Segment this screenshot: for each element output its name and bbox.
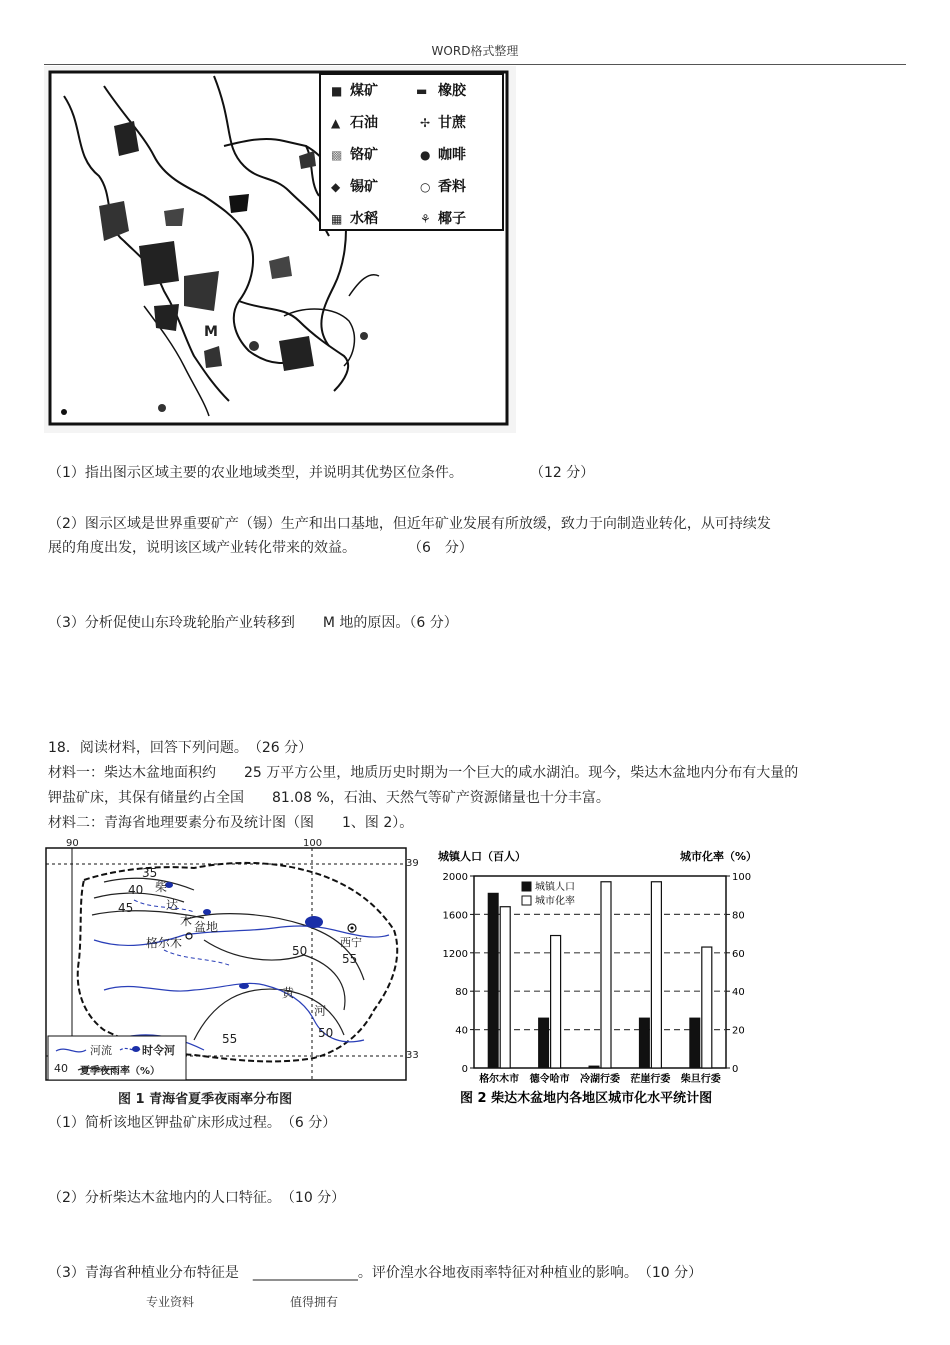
- isoline-label: 50: [318, 1026, 334, 1040]
- place-label: 木: [180, 914, 193, 928]
- legend-swatch-urbanization-rate: [522, 896, 531, 905]
- coffee-icon: ●: [420, 148, 431, 162]
- isoline-label: 55: [222, 1032, 238, 1046]
- legend-label: 椰子: [438, 211, 466, 227]
- y-tick-label-right: 60: [732, 948, 745, 960]
- legend-label: 水稻: [350, 211, 378, 227]
- place-label: 格尔木: [146, 936, 183, 950]
- q17-2-line2: 展的角度出发，说明该区域产业转化带来的效益。: [48, 540, 356, 556]
- tin-icon: ◆: [331, 180, 341, 194]
- place-label: 西宁: [340, 936, 362, 949]
- place-label: 柴: [155, 880, 168, 894]
- legend-label: 香料: [438, 179, 466, 195]
- q18-2-text: （2）分析柴达木盆地内的人口特征。 （10 分）: [48, 1190, 346, 1206]
- x-tick-label: 德令哈市: [529, 1074, 570, 1085]
- q17-1-text: （1）指出图示区域主要的农业地域类型，并说明其优势区位条件。: [48, 465, 463, 481]
- southeast-asia-map: [44, 66, 516, 433]
- rubber-icon: ▬: [416, 84, 428, 98]
- coconut-icon: ⚘: [420, 212, 431, 226]
- isoline-label: 35: [142, 866, 158, 880]
- sugarcane-icon: ✢: [420, 116, 431, 130]
- spice-icon: ○: [420, 180, 431, 194]
- q17-1-score: （12 分）: [530, 465, 595, 481]
- place-label: 河: [314, 1004, 327, 1018]
- y-tick-label-right: 100: [732, 872, 752, 883]
- legend-label: 锡矿: [350, 179, 378, 195]
- legend-isoline-label: 夏季夜雨率（%）: [80, 1066, 161, 1077]
- y-axis-right-title: 城市化率（%）: [680, 850, 758, 863]
- y-tick-label-left: 1200: [442, 948, 468, 960]
- urbanization-chart: [436, 840, 762, 1108]
- y-tick-label-right: 20: [732, 1025, 745, 1037]
- q18-title: 18．阅读材料，回答下列问题。 （26 分）: [48, 740, 313, 756]
- legend-swatch-urban-population: [522, 882, 531, 891]
- y-tick-label-left: 0: [461, 1064, 468, 1075]
- chart-title: 图 2 柴达木盆地内各地区城市化水平统计图: [460, 1091, 713, 1106]
- chromium-icon: ▩: [331, 148, 343, 162]
- bar-urbanization-rate: [702, 947, 712, 1068]
- q17-3-text: （3）分析促使山东玲珑轮胎产业转移到 M 地的原因。（6 分）: [48, 615, 458, 631]
- legend-label: 煤矿: [350, 83, 378, 99]
- isoline-label: 40: [128, 883, 144, 897]
- q18-material1-line2: 钾盐矿床，其保有储量约占全国 81.08 %，石油、天然气等矿产资源储量也十分丰富。: [48, 790, 610, 806]
- isoline-label: 50: [292, 944, 308, 958]
- lat-label: 33: [406, 1050, 419, 1061]
- point-m-label: M: [204, 324, 218, 340]
- legend-label: 城市化率: [535, 896, 575, 907]
- bar-urban-population: [639, 1018, 649, 1068]
- bar-urban-population: [589, 1066, 599, 1068]
- y-tick-label-left: 1600: [442, 910, 468, 922]
- x-tick-label: 柴旦行委: [680, 1074, 721, 1085]
- place-label: 黄: [282, 986, 295, 1000]
- rice-icon: ▦: [331, 212, 343, 226]
- legend-seasonal-river-label: 时令河: [142, 1044, 175, 1057]
- plot-frame: [474, 876, 726, 1068]
- q17-2-line1: （2）图示区域是世界重要矿产（锡）生产和出口基地，但近年矿业发展有所放缓，致力于向制造业转化，从可持续发: [48, 516, 771, 532]
- legend-label: 城镇人口: [535, 882, 575, 893]
- q18-material1-line1: 材料一：柴达木盆地面积约 25 万平方公里，地质历史时期为一个巨大的咸水湖泊。现今，柴达木盆地内分布有大量的: [48, 765, 799, 781]
- footer-right: 值得拥有: [290, 1295, 339, 1309]
- lon-label: 90: [66, 838, 79, 849]
- y-tick-label-right: 0: [732, 1064, 739, 1075]
- header-rule: [44, 64, 906, 65]
- place-label: 盆地: [194, 920, 219, 934]
- urbanization-chart-svg: [436, 840, 762, 1108]
- legend-isoline-sample: 40: [54, 1062, 68, 1075]
- y-axis-left-title: 城镇人口（百人）: [438, 850, 526, 863]
- lat-label: 39: [406, 858, 419, 869]
- y-tick-label-left: 2000: [442, 872, 468, 883]
- bar-urbanization-rate: [551, 936, 561, 1068]
- footer-left: 专业资料: [146, 1295, 195, 1309]
- bar-urban-population: [690, 1018, 700, 1068]
- q18-1-text: （1）简析该地区钾盐矿床形成过程。 （6 分）: [48, 1115, 337, 1131]
- place-label: 达: [166, 898, 179, 912]
- y-tick-label-right: 40: [732, 987, 745, 999]
- bar-urbanization-rate: [601, 882, 611, 1068]
- coal-icon: ■: [331, 84, 343, 98]
- isoline-label: 45: [118, 901, 134, 915]
- bar-urban-population: [488, 893, 498, 1068]
- map2-caption: 图 1 青海省夏季夜雨率分布图: [118, 1092, 293, 1107]
- y-tick-label-right: 80: [732, 910, 745, 922]
- legend-label: 石油: [350, 115, 378, 131]
- x-tick-label: 格尔木市: [479, 1074, 520, 1085]
- legend-label: 咖啡: [438, 147, 466, 163]
- y-tick-label-left: 40: [455, 1025, 468, 1037]
- q18-3-text: （3）青海省种植业分布特征是 _______________。评价湟水谷地夜雨率特征对种植业的影响。 （10 分）: [48, 1265, 703, 1281]
- legend-label: 甘蔗: [438, 115, 466, 131]
- qinghai-rain-map: [44, 838, 419, 1108]
- isoline-label: 55: [342, 952, 358, 966]
- legend-river-label: 河流: [90, 1044, 112, 1057]
- page-header: WORD格式整理: [431, 44, 519, 58]
- bar-urbanization-rate: [651, 882, 661, 1068]
- legend-label: 橡胶: [438, 83, 466, 99]
- q17-2-score: （6 分）: [408, 540, 473, 556]
- oil-icon: ▲: [331, 116, 341, 130]
- lon-label: 100: [303, 838, 323, 849]
- y-tick-label-left: 80: [455, 987, 468, 999]
- x-tick-label: 冷湖行委: [580, 1074, 620, 1085]
- bar-urbanization-rate: [500, 907, 510, 1068]
- bar-urban-population: [539, 1018, 549, 1068]
- legend-label: 铬矿: [350, 147, 378, 163]
- q18-material2: 材料二：青海省地理要素分布及统计图（图 1、图 2）。: [48, 815, 414, 831]
- x-tick-label: 茫崖行委: [630, 1074, 671, 1085]
